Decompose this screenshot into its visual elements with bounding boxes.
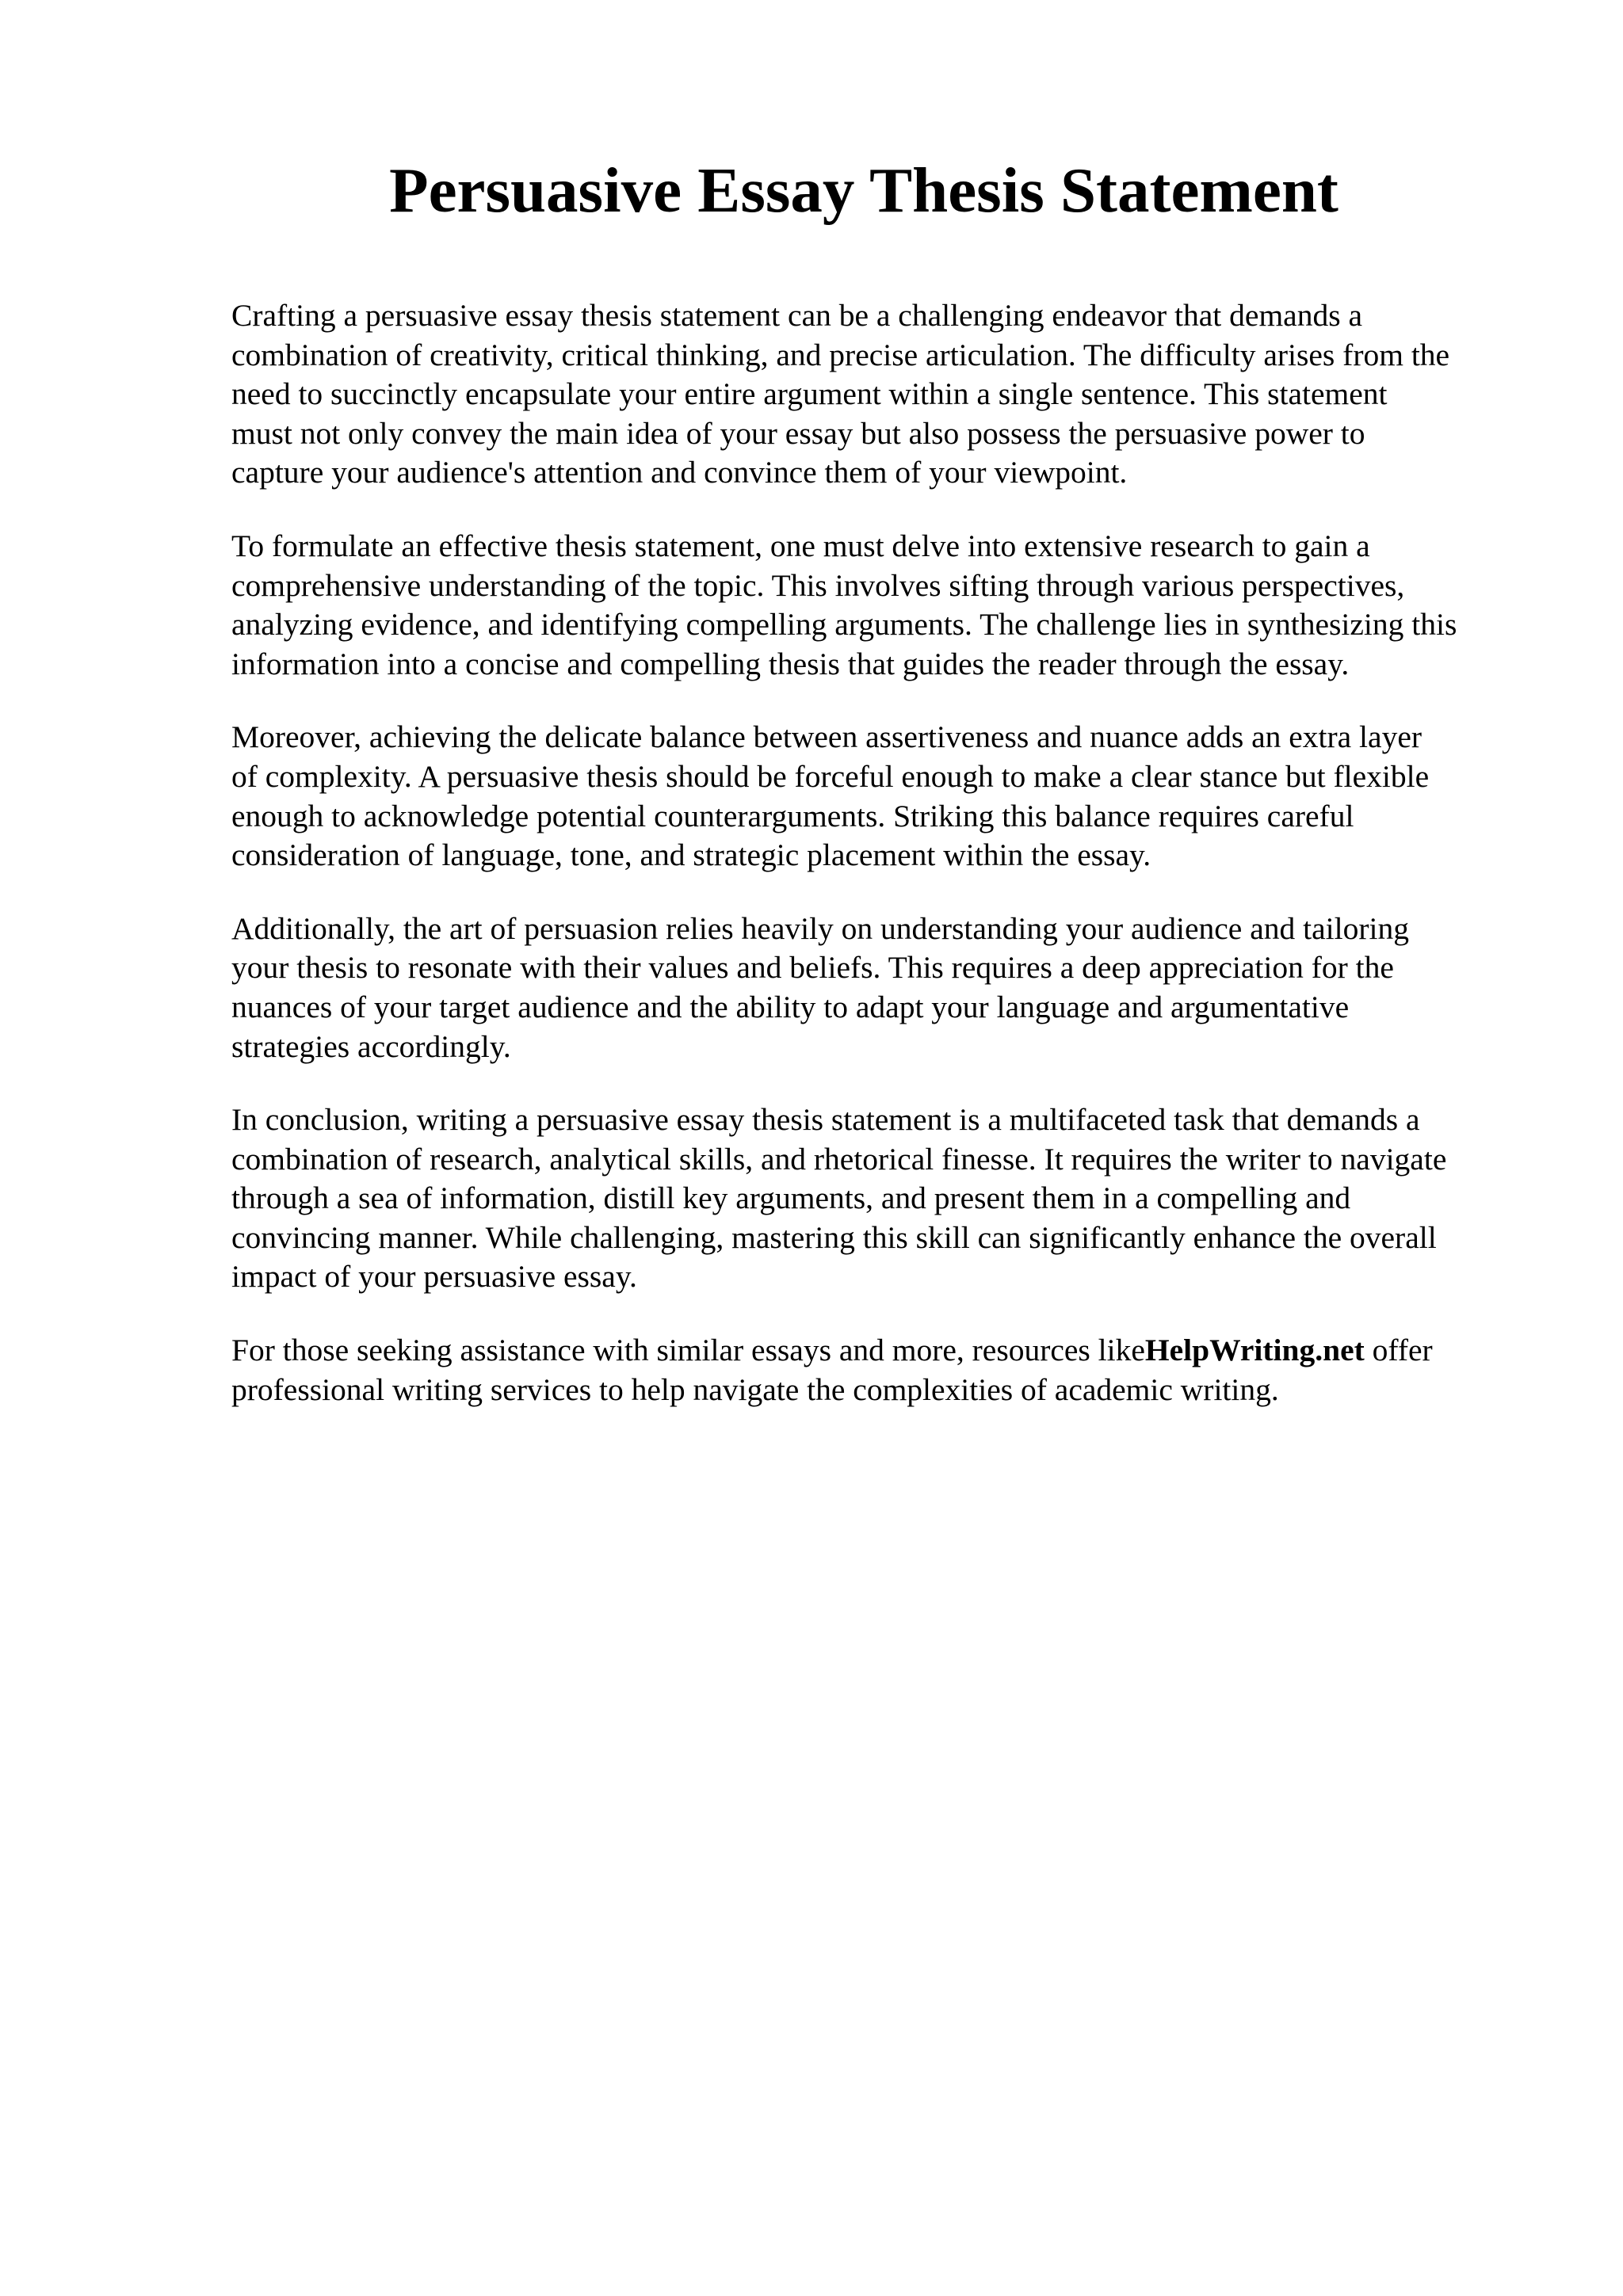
paragraph-line: Additionally, the art of persuasion relies heavily on understanding your audience and tailoring <box>231 910 1409 946</box>
paragraph-line: nuances of your target audience and the ability to adapt your language and argumentative <box>231 989 1350 1024</box>
paragraph-4 <box>231 910 1531 1066</box>
closing-text-after-link: offer <box>1364 1333 1433 1368</box>
paragraph-line: impact of your persuasive essay. <box>231 1259 637 1295</box>
paragraph-line: In conclusion, writing a persuasive essay thesis statement is a multifaceted task that demands a <box>231 1102 1420 1138</box>
paragraph-line: Crafting a persuasive essay thesis statement can be a challenging endeavor that demands a <box>231 298 1362 333</box>
paragraph-line: your thesis to resonate with their values and beliefs. This requires a deep appreciation for the <box>231 950 1394 986</box>
paragraph-1 <box>231 296 1531 493</box>
paragraph-line: combination of creativity, critical thinking, and precise articulation. The difficulty arises from the <box>231 337 1450 372</box>
paragraph-3 <box>231 718 1531 875</box>
paragraph-line: capture your audience's attention and convince them of your viewpoint. <box>231 455 1128 490</box>
paragraph-line: analyzing evidence, and identifying compelling arguments. The challenge lies in synthesizing this <box>231 607 1457 643</box>
paragraph-line: must not only convey the main idea of your essay but also possess the persuasive power to <box>231 415 1365 451</box>
paragraph-line: enough to acknowledge potential counterarguments. Striking this balance requires careful <box>231 798 1354 833</box>
closing-line-1 <box>231 1331 1531 1371</box>
paragraph-2 <box>231 527 1531 684</box>
paragraph-line: combination of research, analytical skills, and rhetorical finesse. It requires the writer to navigate <box>231 1141 1447 1177</box>
paragraph-line: strategies accordingly. <box>231 1028 511 1064</box>
paragraph-line: To formulate an effective thesis statement, one must delve into extensive research to gain a <box>231 528 1370 563</box>
closing-paragraph <box>231 1331 1531 1409</box>
paragraph-line: through a sea of information, distill key arguments, and present them in a compelling and <box>231 1180 1351 1216</box>
paragraph-line: need to succinctly encapsulate your entire argument within a single sentence. This statement <box>231 376 1388 412</box>
paragraph-line: information into a concise and compelling thesis that guides the reader through the essay. <box>231 646 1350 681</box>
document-body <box>231 296 1531 1444</box>
helpwriting-link[interactable]: HelpWriting.net <box>1144 1333 1365 1368</box>
paragraph-line: Moreover, achieving the delicate balance between assertiveness and nuance adds an extra layer <box>231 719 1423 755</box>
closing-text-before-link: For those seeking assistance with similar essays and more, resources like <box>231 1333 1145 1368</box>
paragraph-line: consideration of language, tone, and strategic placement within the essay. <box>231 837 1151 873</box>
closing-line-2: professional writing services to help navigate the complexities of academic writing. <box>231 1371 1279 1407</box>
paragraph-line: of complexity. A persuasive thesis should be forceful enough to make a clear stance but flexible <box>231 758 1430 794</box>
paragraph-line: comprehensive understanding of the topic. This involves sifting through various perspectives, <box>231 567 1405 603</box>
paragraph-line: convincing manner. While challenging, mastering this skill can significantly enhance the overall <box>231 1219 1437 1255</box>
paragraph-5 <box>231 1100 1531 1297</box>
page-title: Persuasive Essay Thesis Statement <box>389 154 1338 226</box>
